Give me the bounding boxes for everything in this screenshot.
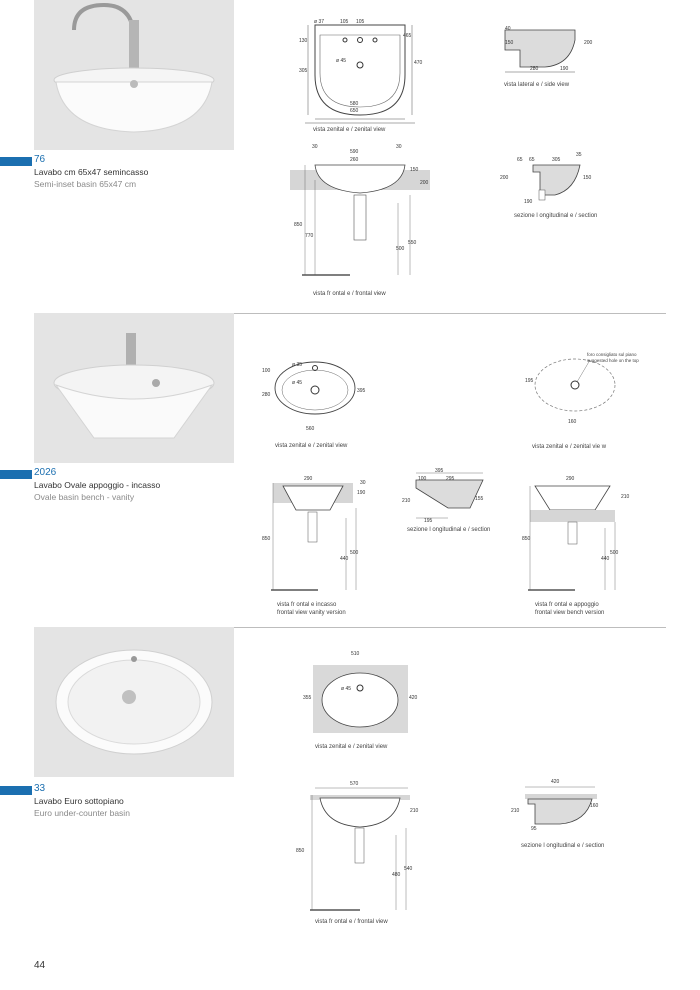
dim-label: 160 — [590, 803, 599, 809]
dim-label: 770 — [305, 233, 314, 239]
dim-label: 280 — [262, 392, 271, 398]
dim-label: 500 — [350, 550, 359, 556]
code-marker — [0, 470, 32, 479]
dim-label: 190 — [357, 490, 366, 496]
drawing-2026-top-view-hole — [530, 355, 620, 415]
dim-label: 105 — [356, 19, 365, 25]
product-photo-76 — [34, 0, 234, 150]
dim-label: 420 — [409, 695, 418, 701]
dim-label: 280 — [530, 66, 539, 72]
dim-label: 210 — [402, 498, 411, 504]
dim-label: 200 — [420, 180, 429, 186]
note: foro consigliato sul piano — [587, 352, 637, 357]
product-name-en: Semi-inset basin 65x47 cm — [34, 179, 137, 189]
dim-label: 500 — [396, 246, 405, 252]
drawing-33-top-view — [313, 660, 408, 735]
dim-label: 100 — [418, 476, 427, 482]
dim-label: 40 — [505, 26, 511, 32]
dim-label: 200 — [584, 40, 593, 46]
drawing-2026-frontal-bench — [525, 478, 620, 593]
caption: sezione l ongitudinal e / section — [514, 213, 598, 219]
dim-label: 480 — [392, 872, 401, 878]
caption: vista fr ontal e appoggio — [535, 602, 599, 608]
dim-label: ø 45 — [336, 58, 347, 64]
caption: vista fr ontal e incasso — [277, 602, 337, 608]
dim-label: 850 — [294, 222, 303, 228]
code-marker — [0, 786, 32, 795]
drawing-2026-top-view — [270, 358, 360, 418]
dim-label: 550 — [408, 240, 417, 246]
dim-label: 500 — [610, 550, 619, 556]
dim-label: 210 — [511, 808, 520, 814]
dim-label: 105 — [340, 19, 349, 25]
drawing-76-frontal-view — [290, 145, 430, 285]
dim-label: 305 — [299, 68, 308, 74]
dim-label: 30 — [396, 144, 402, 150]
dim-label: 195 — [525, 378, 534, 384]
dim-label: 260 — [350, 157, 359, 163]
note: suggested hole on the top — [587, 358, 639, 363]
dim-label: 510 — [351, 651, 360, 657]
dim-label: 210 — [410, 808, 419, 814]
product-code: 2026 — [34, 467, 57, 478]
dim-label: 850 — [296, 848, 305, 854]
dim-label: 30 — [312, 144, 318, 150]
dim-label: 30 — [360, 480, 366, 486]
dim-label: 200 — [500, 175, 509, 181]
caption: vista zenital e / zenital view — [275, 443, 348, 449]
product-name-it: Lavabo cm 65x47 semincasso — [34, 167, 149, 177]
product-name-en: Ovale basin bench - vanity — [34, 492, 135, 502]
dim-label: 440 — [340, 556, 349, 562]
caption: frontal view bench version — [535, 610, 605, 616]
caption: sezione l ongitudinal e / section — [521, 843, 605, 849]
dim-label: 150 — [505, 40, 514, 46]
dim-label: 470 — [414, 60, 423, 66]
dim-label: 650 — [350, 108, 359, 114]
dim-label: 570 — [350, 781, 359, 787]
drawing-33-frontal-view — [300, 780, 430, 915]
dim-label: ø 35 — [292, 362, 303, 368]
dim-label: 560 — [306, 426, 315, 432]
drawing-76-top-view — [290, 15, 430, 125]
caption: frontal view vanity version — [277, 610, 346, 616]
drawing-76-section — [505, 160, 585, 205]
product-photo-33 — [34, 627, 234, 777]
dim-label: 65 — [529, 157, 535, 163]
dim-label: 155 — [475, 496, 484, 502]
dim-label: 290 — [566, 476, 575, 482]
product-photo-2026 — [34, 313, 234, 463]
dim-label: 355 — [303, 695, 312, 701]
dim-label: 95 — [531, 826, 537, 832]
dim-label: 850 — [262, 536, 271, 542]
section-divider — [234, 627, 666, 628]
dim-label: 465 — [403, 33, 412, 39]
dim-label: 540 — [404, 866, 413, 872]
dim-label: 420 — [551, 779, 560, 785]
dim-label: 290 — [304, 476, 313, 482]
dim-label: 190 — [560, 66, 569, 72]
dim-label: ø 45 — [292, 380, 303, 386]
section-divider — [234, 313, 666, 314]
caption: vista zenital e / zenital view — [313, 127, 386, 133]
dim-label: ø 37 — [314, 19, 325, 25]
product-code: 33 — [34, 783, 46, 794]
dim-label: 160 — [568, 419, 577, 425]
page-number: 44 — [34, 960, 46, 971]
dim-label: 65 — [517, 157, 523, 163]
dim-label: 440 — [601, 556, 610, 562]
product-code: 76 — [34, 154, 46, 165]
caption: vista fr ontal e / frontal view — [315, 919, 388, 925]
dim-label: 195 — [424, 518, 433, 524]
dim-label: 100 — [262, 368, 271, 374]
caption: vista zenital e / zenital view — [315, 744, 388, 750]
dim-label: 305 — [552, 157, 561, 163]
caption: sezione l ongitudinal e / section — [407, 527, 491, 533]
dim-label: 850 — [522, 536, 531, 542]
caption: vista fr ontal e / frontal view — [313, 291, 386, 297]
code-marker — [0, 157, 32, 166]
dim-label: 150 — [410, 167, 419, 173]
dim-label: 395 — [435, 468, 444, 474]
caption: vista lateral e / side view — [504, 82, 570, 88]
dim-label: 130 — [299, 38, 308, 44]
dim-label: 580 — [350, 101, 359, 107]
dim-label: 35 — [576, 152, 582, 158]
dim-label: 210 — [621, 494, 630, 500]
product-name-it: Lavabo Ovale appoggio - incasso — [34, 480, 161, 490]
product-name-it: Lavabo Euro sottopiano — [34, 796, 124, 806]
drawing-2026-frontal-vanity — [268, 478, 366, 593]
dim-label: 395 — [357, 388, 366, 394]
dim-label: 295 — [446, 476, 455, 482]
dim-label: 190 — [524, 199, 533, 205]
caption: vista zenital e / zenital vie w — [532, 444, 607, 450]
dim-label: ø 45 — [341, 686, 352, 692]
dim-label: 590 — [350, 149, 359, 155]
product-name-en: Euro under-counter basin — [34, 808, 130, 818]
dim-label: 150 — [583, 175, 592, 181]
